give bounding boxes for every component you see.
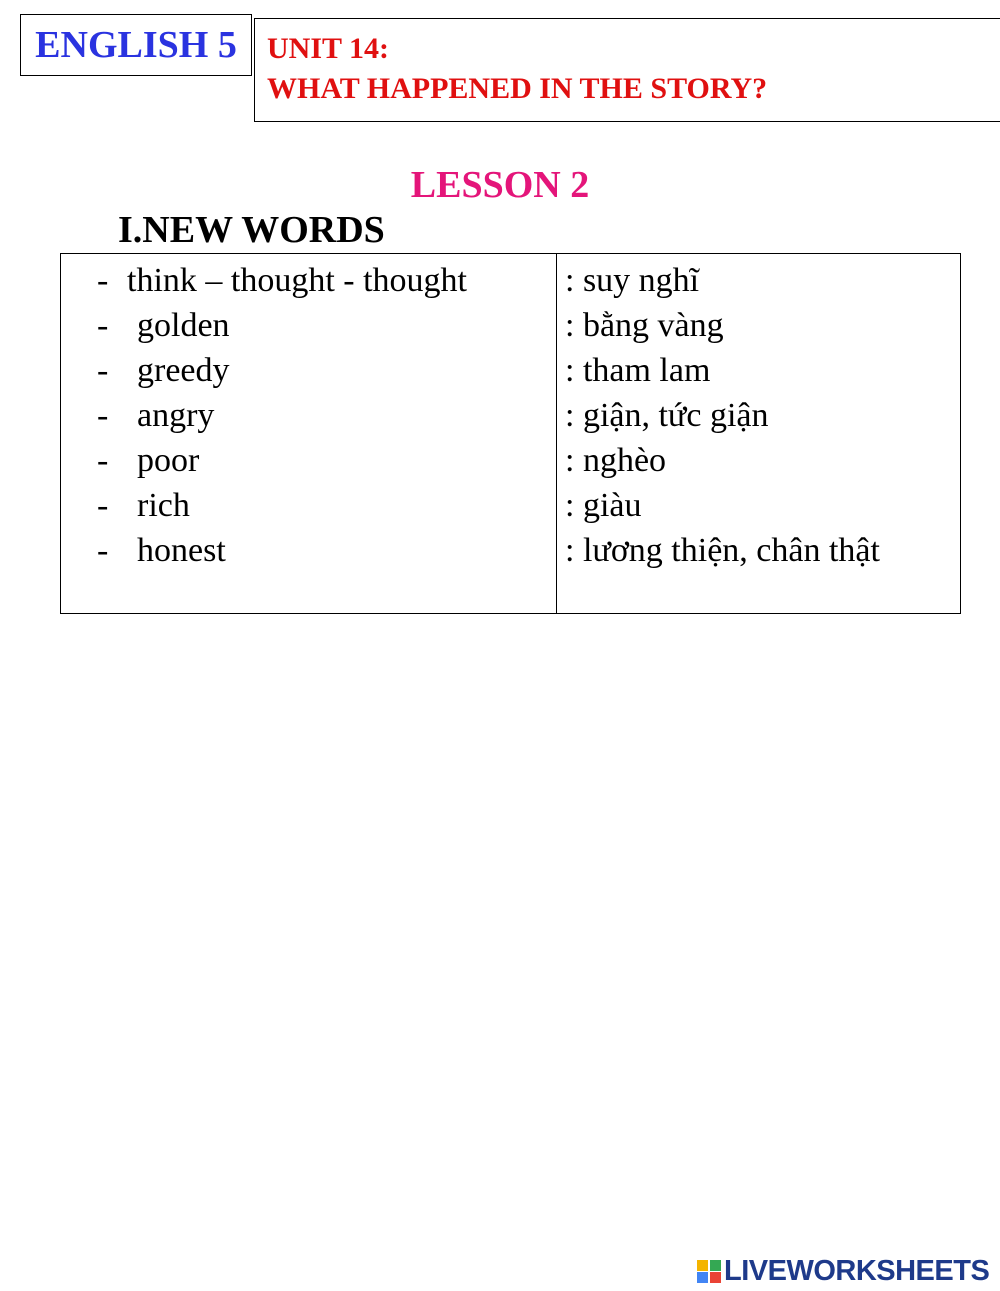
- vocab-word: honest: [137, 532, 226, 569]
- vocab-meaning: : lương thiện, chân thật: [565, 532, 880, 569]
- logo-blocks-icon: [697, 1260, 721, 1284]
- vocab-word-row: [61, 348, 556, 393]
- vocab-word: poor: [137, 442, 200, 479]
- vocab-meaning: : giận, tức giận: [565, 397, 769, 434]
- bullet-dash: -: [97, 487, 109, 524]
- vocab-word-row: [61, 438, 556, 483]
- bullet-dash: -: [97, 307, 109, 344]
- vocab-meaning: : tham lam: [565, 352, 711, 389]
- vocab-word: think – thought - thought: [127, 262, 467, 299]
- vocab-word-row: [61, 393, 556, 438]
- vocab-word: rich: [137, 487, 190, 524]
- vocab-meaning: : nghèo: [565, 442, 667, 479]
- vocab-meaning: : giàu: [565, 487, 642, 524]
- bullet-dash: -: [97, 532, 109, 569]
- vocab-meaning: : suy nghĩ: [565, 262, 700, 299]
- vocab-meaning: : bằng vàng: [565, 307, 724, 344]
- course-title: ENGLISH 5: [35, 24, 237, 66]
- vocab-word-row: [61, 528, 556, 573]
- vocab-word-row: [61, 258, 556, 303]
- lesson-title: LESSON 2: [410, 164, 590, 206]
- vocab-table: [60, 253, 961, 614]
- vocab-word-row: [61, 303, 556, 348]
- course-title-box: [20, 14, 252, 76]
- logo-block: [697, 1272, 708, 1283]
- bullet-dash: -: [97, 397, 109, 434]
- brand-name: LIVEWORKSHEETS: [724, 1255, 990, 1287]
- logo-block: [710, 1260, 721, 1271]
- unit-title-box: [254, 18, 1000, 122]
- vocab-word: golden: [137, 307, 230, 344]
- english-words-column: [61, 254, 557, 613]
- unit-title: WHAT HAPPENED IN THE STORY?: [267, 72, 768, 105]
- vocab-word: angry: [137, 397, 215, 434]
- section-title: I.NEW WORDS: [118, 209, 385, 251]
- bullet-dash: -: [97, 442, 109, 479]
- vocab-word-row: [61, 483, 556, 528]
- bullet-dash: -: [97, 352, 109, 389]
- vocab-word: greedy: [137, 352, 230, 389]
- logo-block: [697, 1260, 708, 1271]
- vietnamese-meanings-column: [557, 254, 960, 613]
- liveworksheets-logo[interactable]: [697, 1255, 989, 1288]
- unit-number: UNIT 14:: [267, 32, 389, 65]
- bullet-dash: -: [97, 262, 109, 299]
- logo-block: [710, 1272, 721, 1283]
